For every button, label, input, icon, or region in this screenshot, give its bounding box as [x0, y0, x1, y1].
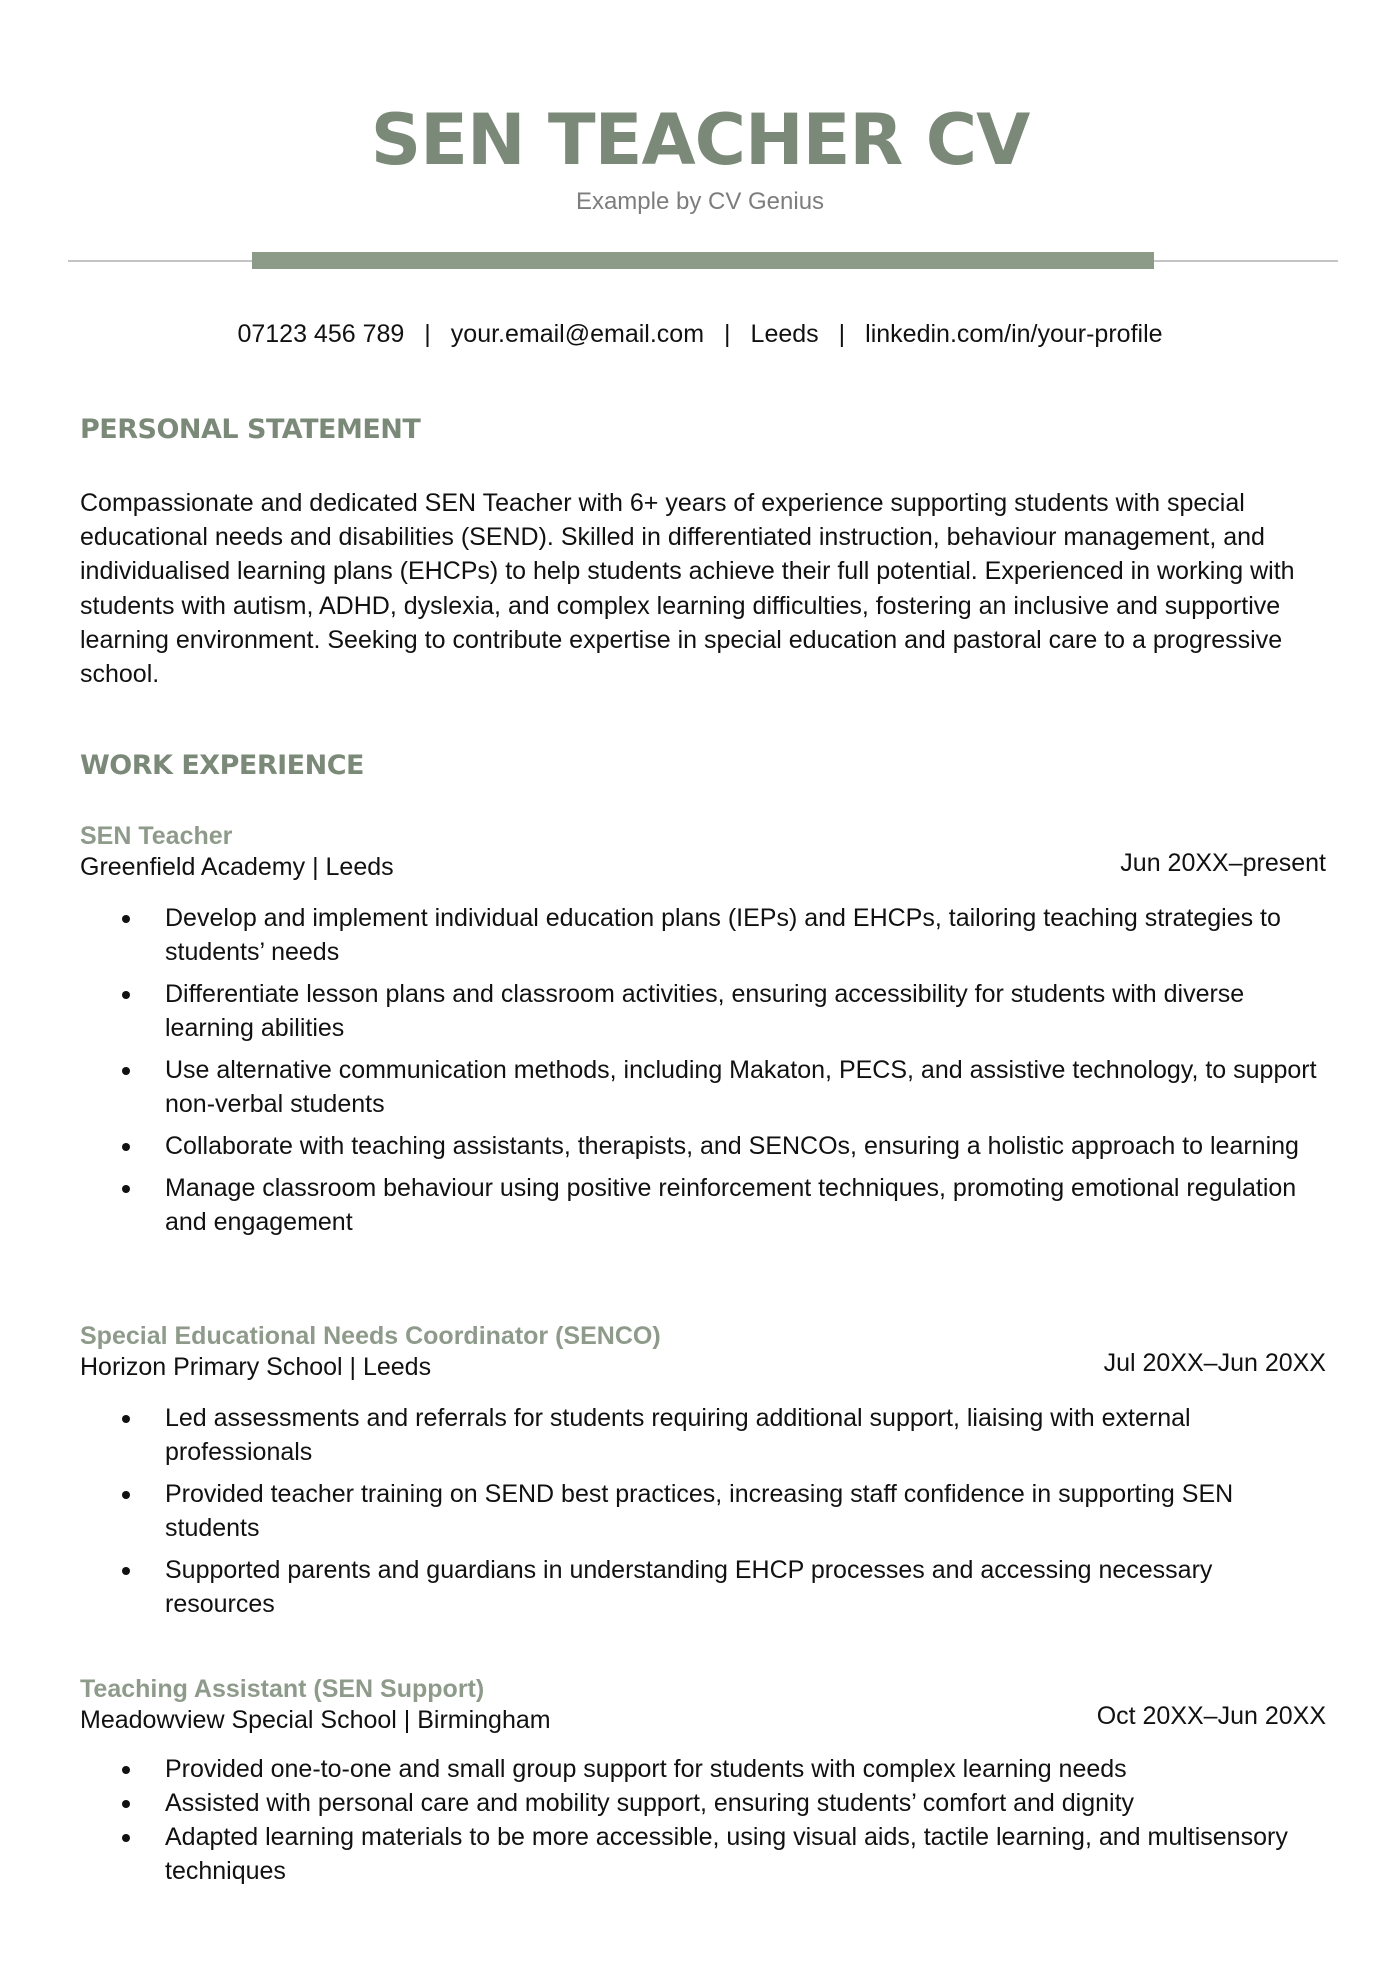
job-bullet-text: Supported parents and guardians in understanding EHCP processes and accessing necessary resources — [165, 1556, 1213, 1618]
job-bullet-text: Provided one-to-one and small group support for students with complex learning needs — [165, 1755, 1127, 1783]
job-bullets — [80, 901, 1326, 1239]
bullet-dot-icon — [122, 1415, 130, 1423]
job-bullet — [80, 1401, 1326, 1469]
job-bullet-text: Adapted learning materials to be more accessible, using visual aids, tactile learning, and multisensory techniques — [165, 1823, 1288, 1885]
job-meta — [80, 1704, 1326, 1736]
bullet-dot-icon — [122, 1766, 130, 1774]
contact-separator: | — [838, 320, 846, 348]
job-title: SEN Teacher — [80, 822, 233, 850]
bullet-dot-icon — [122, 1143, 130, 1151]
job-bullet — [80, 901, 1326, 969]
job-bullet — [80, 1053, 1326, 1121]
job-meta — [80, 851, 1326, 883]
bullet-dot-icon — [122, 1185, 130, 1193]
job-meta — [80, 1351, 1326, 1383]
job-bullet-text: Collaborate with teaching assistants, therapists, and SENCOs, ensuring a holistic approach to learning — [165, 1132, 1299, 1160]
job-bullet — [80, 977, 1326, 1045]
bullet-dot-icon — [122, 991, 130, 999]
bullet-dot-icon — [122, 1800, 130, 1808]
job-dates: Oct 20XX–Jun 20XX — [1096, 1702, 1326, 1730]
job-entry — [80, 1321, 1326, 1629]
personal-statement-text: Compassionate and dedicated SEN Teacher with 6+ years of experience supporting students with special educational needs and disabilities (SEND). Skilled in differentiated instruction, behaviour management, and individualised learning plans (EHCPs) to help students achieve their full potential. Experienced in working with students with autism, ADHD, dyslexia, and complex learning difficulties, fostering an inclusive and supportive learning environment. Seeking to contribute expertise in special education and pastoral care to a progressive school. — [80, 489, 1295, 689]
job-bullet — [80, 1553, 1326, 1621]
bullet-dot-icon — [122, 1567, 130, 1575]
contact-location: Leeds — [750, 320, 819, 348]
job-bullet — [80, 1752, 1326, 1786]
bullet-dot-icon — [122, 1067, 130, 1075]
job-company: Greenfield Academy | Leeds — [80, 853, 394, 881]
job-bullet-text: Differentiate lesson plans and classroom activities, ensuring accessibility for students with diverse learning abilities — [165, 980, 1245, 1042]
job-bullet — [80, 1129, 1326, 1163]
job-title: Teaching Assistant (SEN Support) — [80, 1675, 485, 1703]
job-bullet-text: Provided teacher training on SEND best practices, increasing staff confidence in supporting SEN students — [165, 1480, 1234, 1542]
contact-separator: | — [724, 320, 731, 348]
job-company: Meadowview Special School | Birmingham — [80, 1706, 551, 1734]
contact-line — [0, 318, 1400, 350]
job-bullet — [80, 1171, 1326, 1239]
job-entry — [80, 821, 1326, 1247]
bullet-dot-icon — [122, 915, 130, 923]
job-bullet — [80, 1477, 1326, 1545]
contact-separator: | — [424, 320, 431, 348]
job-entry — [80, 1674, 1326, 1888]
job-bullet-text: Assisted with personal care and mobility support, ensuring students’ comfort and dignity — [165, 1789, 1135, 1817]
contact-linkedin[interactable]: linkedin.com/in/your-profile — [865, 320, 1163, 348]
personal-statement-heading: PERSONAL STATEMENT — [80, 414, 421, 445]
job-bullet — [80, 1786, 1326, 1820]
job-company: Horizon Primary School | Leeds — [80, 1353, 432, 1381]
cv-subtitle: Example by CV Genius — [575, 188, 825, 215]
job-title: Special Educational Needs Coordinator (SENCO) — [80, 1322, 661, 1350]
work-experience-heading: WORK EXPERIENCE — [80, 750, 364, 781]
contact-phone: 07123 456 789 — [237, 320, 405, 348]
job-bullet-text: Led assessments and referrals for students requiring additional support, liaising with external professionals — [165, 1404, 1191, 1466]
bullet-dot-icon — [122, 1491, 130, 1499]
job-dates: Jun 20XX–present — [1120, 849, 1326, 877]
contact-email[interactable]: your.email@email.com — [450, 320, 705, 348]
job-bullet — [80, 1820, 1326, 1888]
job-bullets — [80, 1401, 1326, 1621]
job-bullet-text: Use alternative communication methods, including Makaton, PECS, and assistive technology, to support non-verbal students — [165, 1056, 1317, 1118]
job-bullets — [80, 1752, 1326, 1888]
job-bullet-text: Manage classroom behaviour using positive reinforcement techniques, promoting emotional regulation and engagement — [165, 1174, 1297, 1236]
cv-title: SEN TEACHER CV — [370, 99, 1030, 181]
bullet-dot-icon — [122, 1834, 130, 1842]
job-dates: Jul 20XX–Jun 20XX — [1103, 1349, 1326, 1377]
header-accent-bar — [252, 252, 1154, 269]
job-bullet-text: Develop and implement individual education plans (IEPs) and EHCPs, tailoring teaching strategies to students’ needs — [165, 904, 1281, 966]
